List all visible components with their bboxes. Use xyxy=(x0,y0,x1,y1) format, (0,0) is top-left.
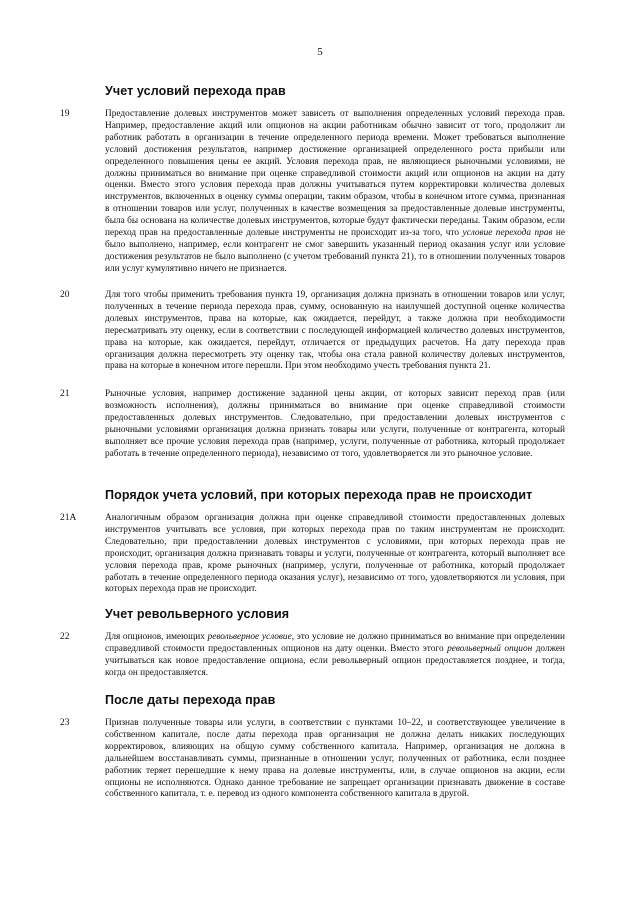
section-heading-after-vesting-date: После даты перехода прав xyxy=(105,693,276,707)
paragraph-text: Для того чтобы применить требования пункта 19, организация должна признать в отношении товаров или услуг, полученных в течение периода перехода прав, сумму, основанную на наилучшей доступной оценке количества долевых инструментов, права на которые, как ожидается, перейдут, а также должна при необходимости пересматривать эту оценку, если в соответствии с последующей информацией количество долевых инструментов, права на которые, как ожидается, перейдут, отличается от предыдущих расчетов. На дату перехода прав организация должна пересмотреть эту оценку так, чтобы она стала равной количеству долевых инструментов, права на которые в конечном итоге перешли. При этом необходимо учесть требования пункта 21. xyxy=(105,290,565,372)
page-number: 5 xyxy=(317,46,323,58)
paragraph-number: 21 xyxy=(60,389,70,399)
paragraph-number: 19 xyxy=(60,109,70,119)
italic-term: револьверное условие xyxy=(207,632,292,642)
section-heading-non-vesting-conditions: Порядок учета условий, при которых перехода прав не происходит xyxy=(105,488,533,502)
section-heading-vesting-conditions: Учет условий перехода прав xyxy=(105,84,286,98)
paragraph-text: Предоставление долевых инструментов может зависеть от выполнения определенных условий перехода прав. Например, предоставление акций или опционов на акции работникам обычно зависит от того, продолжит ли работник работать в организации в течение определенного периода времени. Может требоваться выполнение условий достижения результатов, например достижение организацией определенного роста прибыли или определенного повышения цены ее акций. Условия перехода прав, не являющиеся рыночными условиями, не должны приниматься во внимание при оценке справедливой стоимости акций или опционов на акции на дату оценки. Вместо этого условия перехода прав должны учитываться путем корректировки количества долевых инструментов, включенных в оценку суммы операции, таким образом, чтобы в конечном итоге сумма, признанная в отношении товаров или услуг, полученных в качестве возмещения за предоставленные долевые инструменты, была бы основана на количестве долевых инструментов, которые будут фактически переданы. Таким образом, если переход прав на предоставленные долевые инструменты не происходит из-за того, что условие перехода прав не было выполнено, например, если контрагент не смог завершить указанный период оказания услуг или условие достижения результатов не было выполнено (с учетом требований пункта 21), то в отношении полученных товаров или услуг кумулятивно ничего не признается. xyxy=(105,109,565,274)
paragraph-number: 20 xyxy=(60,290,70,300)
paragraph-number: 22 xyxy=(60,632,70,642)
paragraph-number: 23 xyxy=(60,718,70,728)
italic-term: револьверный опцион xyxy=(447,643,533,654)
paragraph-text: Для опционов, имеющих револьверное условие, это условие не должно приниматься во внимание при определении справедливой стоимости предоставленных опционов на дату оценки. Вместо этого револьверный опцион должен учитываться как новое предоставление опциона, если револьверный опцион предоставляется позднее, и тогда, когда он предоставляется. xyxy=(105,632,566,678)
paragraph-text: Аналогичным образом организация должна при оценке справедливой стоимости предоставленных долевых инструментов учитывать все условия, при которых перехода прав по таким инструментам не происходит. Следовательно, при предоставлении долевых инструментов с условиями, при которых перехода прав не происходит, организация должна признавать товары и услуги, полученные от контрагента, который выполняет все условия перехода прав, кроме рыночных (например, услуги, полученные от работника, который продолжает работать в течение определенного периода оказания услуг), независимо от того, удовлетворяются ли условия, при которых перехода прав не происходит. xyxy=(105,513,565,595)
paragraph-text: Признав полученные товары или услуги, в соответствии с пунктами 10–22, и соответствующее увеличение в собственном капитале, после даты перехода прав организация не должна делать никаких последующих корректировок, влияющих на общую сумму собственного капитала. Например, организация не должна в дальнейшем восстанавливать суммы, признанные в отношении услуг, полученных от работника, если позднее работник теряет перешедшие к нему права на долевые инструменты, или, в случае опционов на акции, если опционы не исполняются. Однако данное требование не запрещает организации признавать движение в составе собственного капитала, т. е. перевод из одного компонента собственного капитала в другой. xyxy=(105,718,565,800)
paragraph-text: Рыночные условия, например достижение заданной цены акции, от которых зависит переход прав (или возможность исполнения), должны приниматься во внимание при оценке справедливой стоимости предоставленных долевых инструментов. Следовательно, при предоставлении долевых инструментов с рыночными условиями организация должна признать товары или услуги, полученные от контрагента, который выполняет все прочие условия перехода прав (например, услуги, полученные от работника, который продолжает работать в течение определенного периода), независимо от того, удовлетворяется ли это рыночное условие. xyxy=(105,389,565,459)
section-heading-reload-feature: Учет револьверного условия xyxy=(105,607,290,621)
italic-term: условие перехода прав xyxy=(462,228,553,239)
paragraph-number: 21A xyxy=(60,513,77,523)
